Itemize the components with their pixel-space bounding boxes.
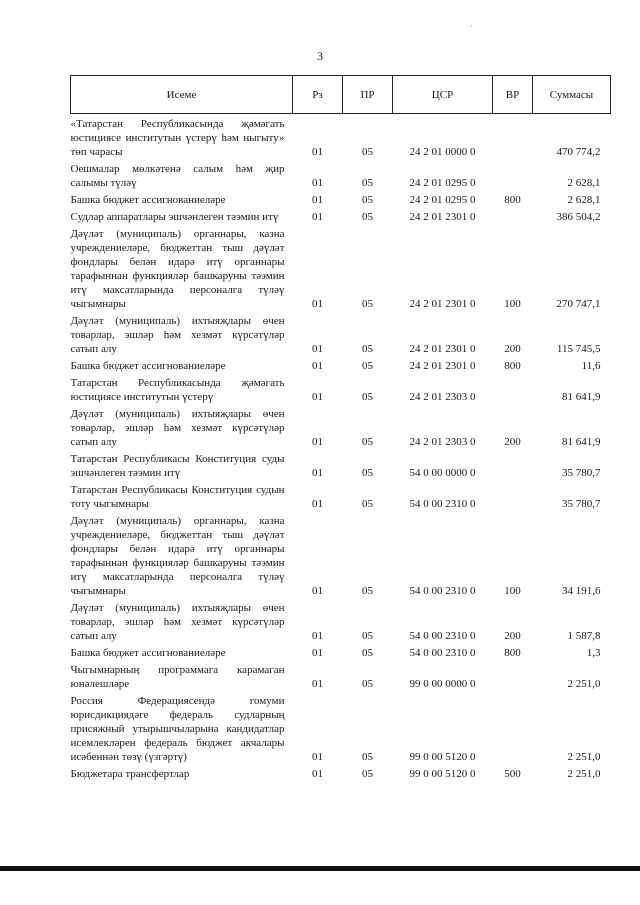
header-name: Исеме bbox=[71, 76, 293, 114]
table-row bbox=[71, 660, 611, 691]
cell-rz: 01 bbox=[312, 647, 323, 659]
cell-csr: 24 2 01 0000 0 bbox=[409, 146, 476, 158]
cell-pr: 05 bbox=[362, 630, 373, 642]
scan-mark: · bbox=[470, 22, 473, 31]
cell-csr: 54 0 00 2310 0 bbox=[409, 630, 476, 642]
cell-pr: 05 bbox=[362, 436, 373, 448]
scan-edge-bar bbox=[0, 866, 640, 871]
cell-vr: 200 bbox=[504, 630, 521, 642]
page-number: 3 bbox=[317, 49, 323, 63]
table-body bbox=[71, 114, 611, 782]
table-row bbox=[71, 449, 611, 480]
cell-pr: 05 bbox=[362, 298, 373, 310]
budget-table bbox=[70, 75, 611, 781]
cell-rz: 01 bbox=[312, 630, 323, 642]
cell-pr: 05 bbox=[362, 678, 373, 690]
cell-rz: 01 bbox=[312, 146, 323, 158]
cell-rz: 01 bbox=[312, 177, 323, 189]
cell-name: Судлар аппаратлары эшчәнлеген тәэмин итү bbox=[70, 211, 279, 223]
cell-name: Дәүләт (муниципаль) ихтыяҗлары өчен товарлар, эшләр һәм хезмәт күрсәтүләр сатып алу bbox=[70, 315, 285, 355]
cell-rz: 01 bbox=[312, 360, 323, 372]
cell-sum: 2 628,1 bbox=[567, 177, 601, 189]
cell-pr: 05 bbox=[362, 647, 373, 659]
table-row bbox=[71, 480, 611, 511]
cell-sum: 11,6 bbox=[581, 360, 601, 372]
cell-pr: 05 bbox=[362, 751, 373, 763]
cell-name: Чыгымнарның программага карамаган юнәлешләре bbox=[70, 664, 285, 690]
table-row bbox=[71, 404, 611, 449]
cell-sum: 35 780,7 bbox=[562, 467, 601, 479]
table-row bbox=[71, 598, 611, 643]
table-row bbox=[71, 159, 611, 190]
cell-name: Оешмалар мөлкәтенә салым һәм җир салымы түләү bbox=[70, 163, 285, 189]
cell-sum: 2 251,0 bbox=[567, 768, 601, 780]
cell-name: Россия Федерациясендә гомуми юрисдикциядәге федераль судларның присяжный утырышчыларына кандидатлар исемлекләрен федераль бюджет акчалары исәбеннән төзү (үзгәртү) bbox=[70, 695, 285, 763]
table-row bbox=[71, 356, 611, 373]
table-row bbox=[71, 311, 611, 356]
cell-rz: 01 bbox=[312, 298, 323, 310]
cell-name: Башка бюджет ассигнованиеләре bbox=[70, 647, 226, 659]
cell-name: Башка бюджет ассигнованиеләре bbox=[70, 194, 226, 206]
cell-sum: 386 504,2 bbox=[556, 211, 601, 223]
cell-pr: 05 bbox=[362, 391, 373, 403]
cell-vr bbox=[493, 660, 533, 691]
header-rz: Рз bbox=[293, 76, 343, 114]
table-row bbox=[71, 373, 611, 404]
cell-rz: 01 bbox=[312, 343, 323, 355]
cell-pr: 05 bbox=[362, 498, 373, 510]
table-row bbox=[71, 114, 611, 160]
table-header-row bbox=[71, 76, 611, 114]
cell-name: Татарстан Республикасы Конституция суды эшчәнлеген тәэмин итү bbox=[70, 453, 285, 479]
cell-vr bbox=[493, 480, 533, 511]
header-csr: ЦСР bbox=[393, 76, 493, 114]
cell-name: Татарстан Республикасы Конституция судын тоту чыгымнары bbox=[70, 484, 285, 510]
cell-name: Дәүләт (муниципаль) органнары, казна учреждениеләре, бюджеттан тыш дәүләт фондлары белән идарә итү органнары тарафыннан функцияләр башкаруны тәэмин итү максатларында персоналга түләү чыгымнары bbox=[70, 515, 285, 597]
table-row bbox=[71, 764, 611, 781]
cell-vr bbox=[493, 159, 533, 190]
cell-sum: 1 587,8 bbox=[567, 630, 601, 642]
cell-rz: 01 bbox=[312, 436, 323, 448]
cell-vr: 800 bbox=[504, 360, 521, 372]
cell-csr: 24 2 01 2303 0 bbox=[409, 391, 476, 403]
cell-vr: 100 bbox=[504, 585, 521, 597]
header-pr: ПР bbox=[343, 76, 393, 114]
cell-sum: 270 747,1 bbox=[556, 298, 601, 310]
cell-csr: 24 2 01 0295 0 bbox=[409, 194, 476, 206]
cell-csr: 54 0 00 2310 0 bbox=[409, 585, 476, 597]
cell-vr bbox=[493, 691, 533, 764]
cell-sum: 115 745,5 bbox=[556, 343, 601, 355]
cell-vr bbox=[493, 373, 533, 404]
cell-vr bbox=[493, 207, 533, 224]
cell-sum: 2 628,1 bbox=[567, 194, 601, 206]
cell-csr: 54 0 00 0000 0 bbox=[409, 467, 476, 479]
cell-csr: 24 2 01 2303 0 bbox=[409, 436, 476, 448]
cell-csr: 99 0 00 5120 0 bbox=[409, 751, 476, 763]
cell-rz: 01 bbox=[312, 768, 323, 780]
cell-csr: 54 0 00 2310 0 bbox=[409, 498, 476, 510]
table-row bbox=[71, 643, 611, 660]
cell-csr: 54 0 00 2310 0 bbox=[409, 647, 476, 659]
cell-pr: 05 bbox=[362, 177, 373, 189]
cell-vr: 800 bbox=[504, 647, 521, 659]
cell-vr: 200 bbox=[504, 343, 521, 355]
cell-sum: 470 774,2 bbox=[556, 146, 601, 158]
table-row bbox=[71, 207, 611, 224]
cell-sum: 35 780,7 bbox=[562, 498, 601, 510]
cell-rz: 01 bbox=[312, 678, 323, 690]
cell-name: Дәүләт (муниципаль) ихтыяҗлары өчен товарлар, эшләр һәм хезмәт күрсәтүләр сатып алу bbox=[70, 602, 285, 642]
cell-csr: 99 0 00 5120 0 bbox=[409, 768, 476, 780]
cell-sum: 1,3 bbox=[586, 647, 601, 659]
cell-name: Бюджетара трансфертлар bbox=[70, 768, 190, 780]
cell-pr: 05 bbox=[362, 146, 373, 158]
cell-rz: 01 bbox=[312, 467, 323, 479]
cell-sum: 2 251,0 bbox=[567, 751, 601, 763]
cell-csr: 99 0 00 0000 0 bbox=[409, 678, 476, 690]
cell-pr: 05 bbox=[362, 467, 373, 479]
cell-sum: 81 641,9 bbox=[562, 391, 601, 403]
table-row bbox=[71, 511, 611, 598]
cell-vr bbox=[493, 114, 533, 160]
cell-sum: 2 251,0 bbox=[567, 678, 601, 690]
cell-pr: 05 bbox=[362, 768, 373, 780]
cell-vr: 500 bbox=[504, 768, 521, 780]
cell-pr: 05 bbox=[362, 360, 373, 372]
cell-pr: 05 bbox=[362, 194, 373, 206]
cell-rz: 01 bbox=[312, 751, 323, 763]
cell-rz: 01 bbox=[312, 585, 323, 597]
cell-pr: 05 bbox=[362, 343, 373, 355]
cell-name: Дәүләт (муниципаль) органнары, казна учреждениеләре, бюджеттан тыш дәүләт фондлары белән идарә итү органнары тарафыннан функцияләр башкаруны тәэмин итү максатларында персоналга түләү чыгымнары bbox=[70, 228, 285, 310]
cell-rz: 01 bbox=[312, 498, 323, 510]
header-vr: ВР bbox=[493, 76, 533, 114]
cell-vr: 100 bbox=[504, 298, 521, 310]
cell-pr: 05 bbox=[362, 211, 373, 223]
table-row bbox=[71, 224, 611, 311]
cell-name: Татарстан Республикасында җәмәгать юстициясе институтын үстерү bbox=[70, 377, 285, 403]
table-row bbox=[71, 190, 611, 207]
cell-vr bbox=[493, 449, 533, 480]
cell-rz: 01 bbox=[312, 194, 323, 206]
table-row bbox=[71, 691, 611, 764]
cell-name: Дәүләт (муниципаль) ихтыяҗлары өчен товарлар, эшләр һәм хезмәт күрсәтүләр сатып алу bbox=[70, 408, 285, 448]
cell-csr: 24 2 01 2301 0 bbox=[409, 211, 476, 223]
cell-pr: 05 bbox=[362, 585, 373, 597]
cell-csr: 24 2 01 2301 0 bbox=[409, 360, 476, 372]
cell-csr: 24 2 01 0295 0 bbox=[409, 177, 476, 189]
cell-vr: 800 bbox=[504, 194, 521, 206]
cell-name: Башка бюджет ассигнованиеләре bbox=[70, 360, 226, 372]
cell-csr: 24 2 01 2301 0 bbox=[409, 343, 476, 355]
cell-rz: 01 bbox=[312, 211, 323, 223]
header-sum: Суммасы bbox=[533, 76, 611, 114]
cell-vr: 200 bbox=[504, 436, 521, 448]
cell-sum: 81 641,9 bbox=[562, 436, 601, 448]
cell-name: «Татарстан Республикасында җәмәгать юстициясе институтын үстерү һәм ныгыту» төп чарасы bbox=[70, 118, 285, 158]
cell-csr: 24 2 01 2301 0 bbox=[409, 298, 476, 310]
cell-sum: 34 191,6 bbox=[562, 585, 601, 597]
cell-rz: 01 bbox=[312, 391, 323, 403]
